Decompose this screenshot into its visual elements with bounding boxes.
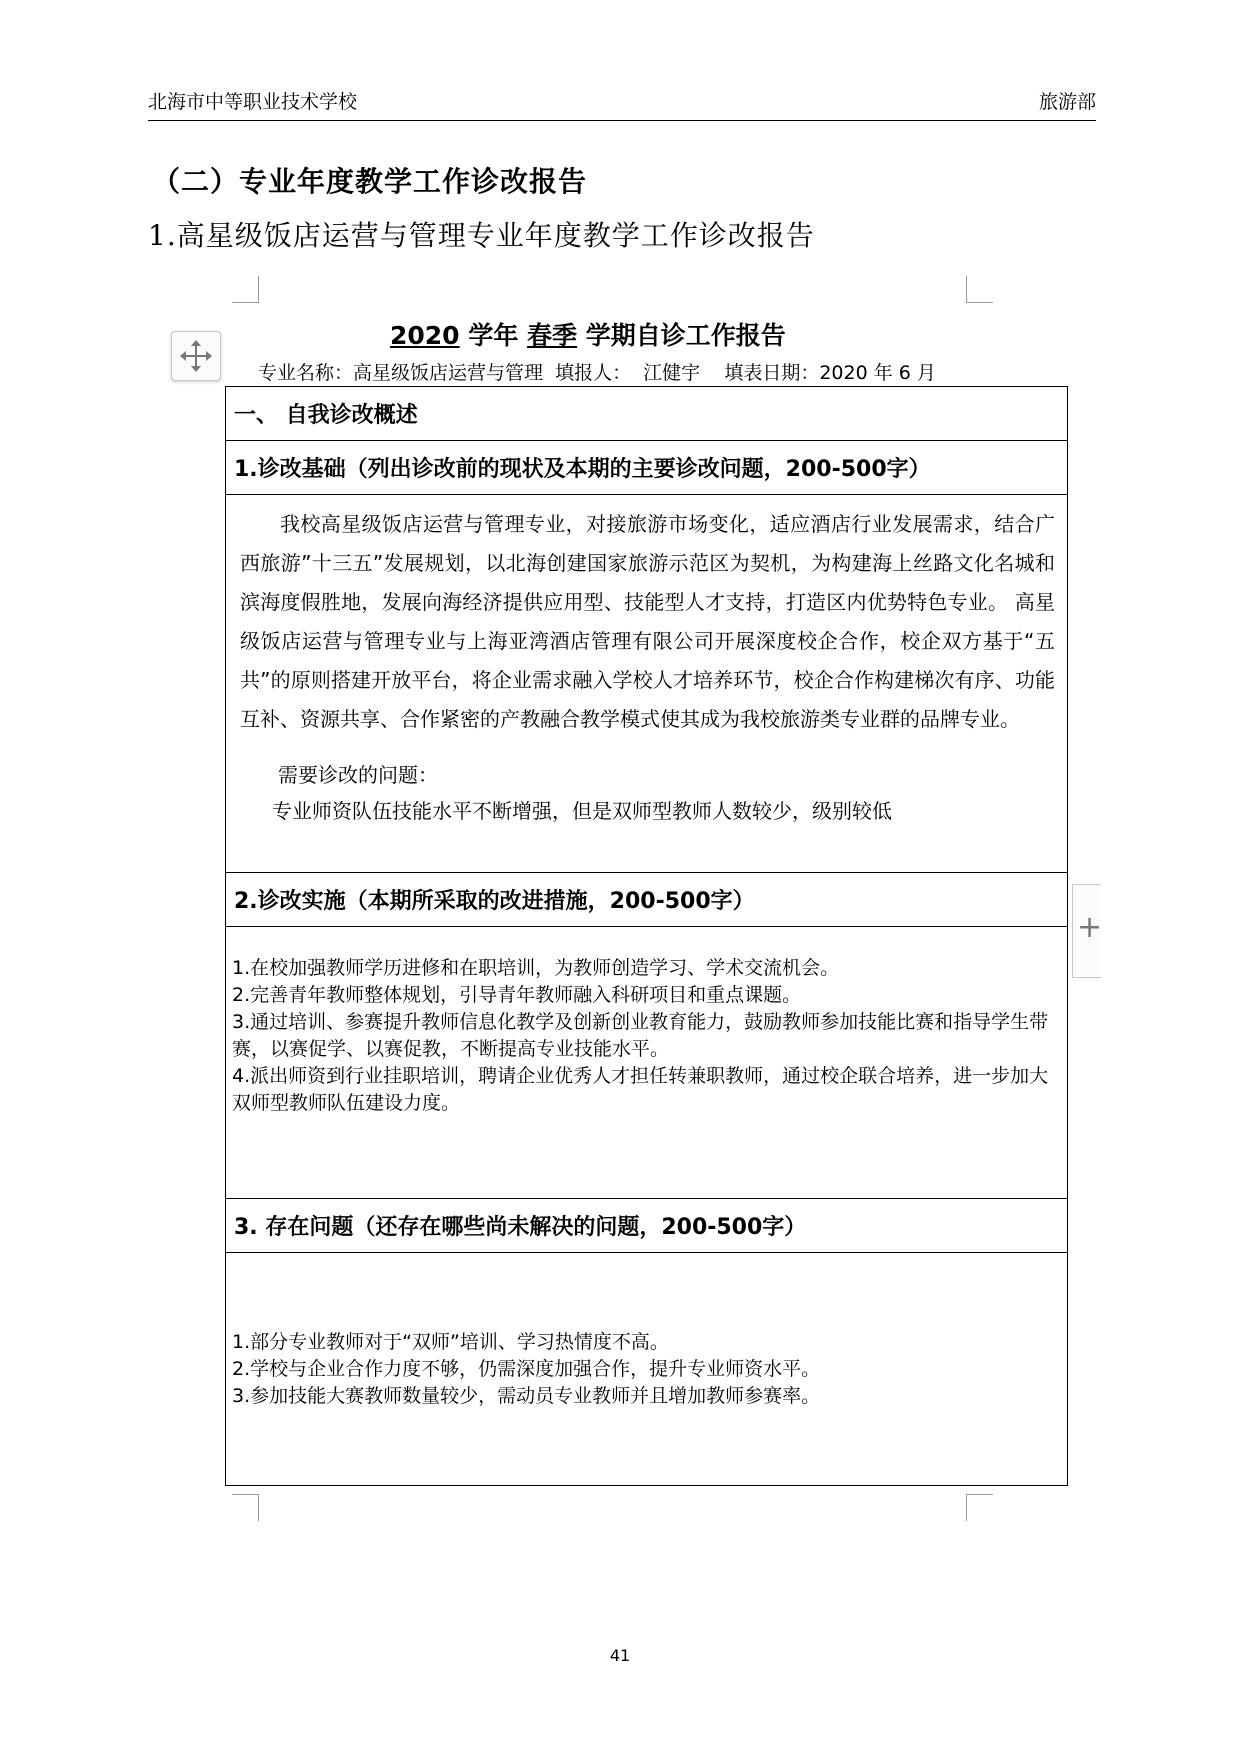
crop-mark-bottom-right bbox=[966, 1494, 993, 1521]
issues-label: 需要诊改的问题： bbox=[278, 763, 438, 787]
list-item: 4.派出师资到行业挂职培训，聘请企业优秀人才担任转兼职教师，通过校企联合培养，进一步加大双师型教师队伍建设力度。 bbox=[232, 1065, 1049, 1114]
list-item: 2.学校与企业合作力度不够，仍需深度加强合作，提升专业师资水平。 bbox=[232, 1358, 821, 1380]
page-header bbox=[148, 88, 1096, 121]
list-item: 3.通过培训、参赛提升教师信息化教学及创新创业教育能力，鼓励教师参加技能比赛和指导学生带赛，以赛促学、以赛促教，不断提高专业技能水平。 bbox=[232, 1011, 1049, 1060]
implementation-content[interactable] bbox=[226, 927, 1067, 1199]
overview-heading: 一、 自我诊改概述 bbox=[226, 387, 1067, 441]
page-number: 41 bbox=[609, 1646, 631, 1665]
list-item: 3.参加技能大赛教师数量较少，需动员专业教师并且增加教师参赛率。 bbox=[232, 1385, 821, 1407]
issues-text: 专业师资队伍技能水平不断增强，但是双师型教师人数较少，级别较低 bbox=[272, 799, 892, 823]
basis-heading: 1.诊改基础（列出诊改前的现状及本期的主要诊改问题，200-500字） bbox=[226, 441, 1067, 495]
form-meta: 专业名称：高星级饭店运营与管理 填报人： 江健宇 填表日期：2020 年 6 月 bbox=[258, 362, 936, 384]
implementation-list bbox=[232, 955, 1057, 1117]
form-title-year: 2020 bbox=[390, 321, 460, 350]
problems-list bbox=[232, 1329, 1057, 1410]
header-department: 旅游部 bbox=[1038, 91, 1096, 113]
implementation-heading: 2.诊改实施（本期所采取的改进措施，200-500字） bbox=[226, 873, 1067, 927]
plus-icon: + bbox=[1077, 910, 1103, 945]
table-move-handle[interactable] bbox=[171, 331, 221, 381]
list-item: 1.在校加强教师学历进修和在职培训，为教师创造学习、学术交流机会。 bbox=[232, 957, 840, 979]
section-title: （二）专业年度教学工作诊改报告 bbox=[152, 165, 588, 198]
problems-heading: 3. 存在问题（还存在哪些尚未解决的问题，200-500字） bbox=[226, 1199, 1067, 1253]
crop-mark-bottom-left bbox=[232, 1494, 259, 1521]
form-title-season: 春季 bbox=[527, 321, 578, 350]
form-title-rest: 学期自诊工作报告 bbox=[585, 321, 786, 350]
add-column-handle[interactable] bbox=[1072, 884, 1101, 978]
problems-content[interactable] bbox=[226, 1253, 1067, 1485]
report-table bbox=[225, 386, 1068, 1486]
form-title-year-suffix: 学年 bbox=[468, 321, 519, 350]
form-title bbox=[390, 316, 786, 352]
move-arrows-icon bbox=[178, 338, 214, 374]
basis-content[interactable] bbox=[226, 495, 1067, 873]
sub-title: 1.高星级饭店运营与管理专业年度教学工作诊改报告 bbox=[148, 219, 815, 252]
list-item: 2.完善青年教师整体规划，引导青年教师融入科研项目和重点课题。 bbox=[232, 984, 802, 1006]
list-item: 1.部分专业教师对于“双师”培训、学习热情度不高。 bbox=[232, 1331, 669, 1353]
crop-mark-top-left bbox=[232, 276, 259, 303]
basis-paragraph: 我校高星级饭店运营与管理专业，对接旅游市场变化，适应酒店行业发展需求，结合广西旅游”十三五”发展规划，以北海创建国家旅游示范区为契机，为构建海上丝路文化名城和滨海度假胜地，发展向海经济提供应用型、技能型人才支持，打造区内优势特色专业。 高星级饭店运营与管理专业与上海亚湾酒店管理有限公司开展深度校企合作，校企双方基于“五共”的原则搭建开放平台，将企业需求融入学校人才培养环节，校企合作构建梯次有序、功能互补、资源共享、合作紧密的产教融合教学模式使其成为我校旅游类专业群的品牌专业。 bbox=[240, 512, 1055, 731]
header-school-name: 北海市中等职业技术学校 bbox=[148, 91, 358, 113]
crop-mark-top-right bbox=[966, 276, 993, 303]
